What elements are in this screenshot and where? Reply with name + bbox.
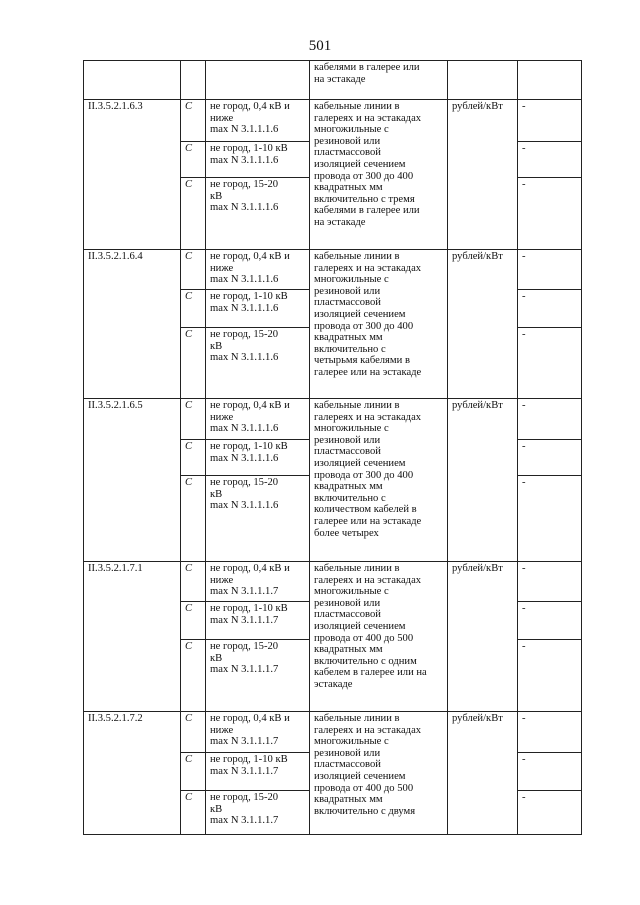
cell-value: - [518, 178, 582, 250]
cell-voltage: не город, 1-10 кВ max N 3.1.1.1.7 [206, 753, 310, 791]
cell-flag: C [181, 562, 206, 602]
cell-unit: рублей/кВт [448, 250, 518, 399]
table-row [84, 399, 582, 440]
cell-value: - [518, 440, 582, 476]
cell-flag: C [181, 753, 206, 791]
cell-description: кабельные линии в галереях и на эстакадах многожильные с резиновой или пластмассовой изоляцией сечением провода от 400 до 500 квадратных мм включительно с двумя [310, 712, 448, 835]
cell-code [84, 61, 181, 100]
cell-code: II.3.5.2.1.6.3 [84, 100, 181, 250]
cell-flag: C [181, 440, 206, 476]
cell-value: - [518, 791, 582, 835]
cell-voltage: не город, 1-10 кВ max N 3.1.1.1.6 [206, 142, 310, 178]
cell-voltage: не город, 1-10 кВ max N 3.1.1.1.6 [206, 440, 310, 476]
cell-flag: C [181, 791, 206, 835]
cell-description: кабелями в галерее или на эстакаде [310, 61, 448, 100]
cell-value: - [518, 250, 582, 290]
cell-voltage: не город, 15-20 кВ max N 3.1.1.1.6 [206, 328, 310, 399]
cell-voltage: не город, 1-10 кВ max N 3.1.1.1.7 [206, 602, 310, 640]
table-row [84, 100, 582, 142]
cell-description: кабельные линии в галереях и на эстакадах многожильные с резиновой или пластмассовой изоляцией сечением провода от 300 до 400 квадратных мм включительно с четырьмя кабелями в галерее или на эстакаде [310, 250, 448, 399]
cell-flag: C [181, 178, 206, 250]
table-row-continuation [84, 61, 582, 100]
cell-voltage: не город, 0,4 кВ и ниже max N 3.1.1.1.6 [206, 399, 310, 440]
cell-voltage [206, 61, 310, 100]
cell-flag: C [181, 602, 206, 640]
cell-code: II.3.5.2.1.6.5 [84, 399, 181, 562]
cell-value: - [518, 640, 582, 712]
cell-flag: C [181, 476, 206, 562]
cell-flag: C [181, 100, 206, 142]
cell-flag: C [181, 250, 206, 290]
cell-unit [448, 61, 518, 100]
cell-description: кабельные линии в галереях и на эстакадах многожильные с резиновой или пластмассовой изоляцией сечением провода от 300 до 400 квадратных мм включительно с тремя кабелями в галерее или на эстакаде [310, 100, 448, 250]
cell-flag: C [181, 328, 206, 399]
cell-flag: C [181, 640, 206, 712]
cell-code: II.3.5.2.1.6.4 [84, 250, 181, 399]
cell-flag [181, 61, 206, 100]
cell-flag: C [181, 712, 206, 753]
cell-value: - [518, 290, 582, 328]
cell-voltage: не город, 15-20 кВ max N 3.1.1.1.6 [206, 178, 310, 250]
cell-value: - [518, 100, 582, 142]
cell-voltage: не город, 15-20 кВ max N 3.1.1.1.7 [206, 791, 310, 835]
cell-unit: рублей/кВт [448, 562, 518, 712]
cell-value: - [518, 712, 582, 753]
cell-value: - [518, 476, 582, 562]
cell-value: - [518, 602, 582, 640]
cell-flag: C [181, 290, 206, 328]
cell-value: - [518, 753, 582, 791]
cell-description: кабельные линии в галереях и на эстакадах многожильные с резиновой или пластмассовой изоляцией сечением провода от 400 до 500 квадратных мм включительно с одним кабелем в галерее или на эстакаде [310, 562, 448, 712]
cell-voltage: не город, 0,4 кВ и ниже max N 3.1.1.1.7 [206, 562, 310, 602]
page-number: 501 [308, 38, 332, 54]
cell-value: - [518, 328, 582, 399]
cell-unit: рублей/кВт [448, 712, 518, 835]
cell-voltage: не город, 0,4 кВ и ниже max N 3.1.1.1.7 [206, 712, 310, 753]
table-row [84, 562, 582, 602]
cell-value [518, 61, 582, 100]
cell-flag: C [181, 399, 206, 440]
cell-code: II.3.5.2.1.7.2 [84, 712, 181, 835]
cell-value: - [518, 562, 582, 602]
cell-unit: рублей/кВт [448, 100, 518, 250]
cell-value: - [518, 142, 582, 178]
tariff-table [83, 60, 582, 835]
cell-code: II.3.5.2.1.7.1 [84, 562, 181, 712]
cell-voltage: не город, 0,4 кВ и ниже max N 3.1.1.1.6 [206, 250, 310, 290]
table-row [84, 712, 582, 753]
cell-voltage: не город, 15-20 кВ max N 3.1.1.1.6 [206, 476, 310, 562]
cell-unit: рублей/кВт [448, 399, 518, 562]
cell-value: - [518, 399, 582, 440]
cell-voltage: не город, 15-20 кВ max N 3.1.1.1.7 [206, 640, 310, 712]
cell-description: кабельные линии в галереях и на эстакадах многожильные с резиновой или пластмассовой изоляцией сечением провода от 300 до 400 квадратных мм включительно с количеством кабелей в галерее или на эстакаде более четырех [310, 399, 448, 562]
table-row [84, 250, 582, 290]
cell-voltage: не город, 0,4 кВ и ниже max N 3.1.1.1.6 [206, 100, 310, 142]
cell-flag: C [181, 142, 206, 178]
cell-voltage: не город, 1-10 кВ max N 3.1.1.1.6 [206, 290, 310, 328]
